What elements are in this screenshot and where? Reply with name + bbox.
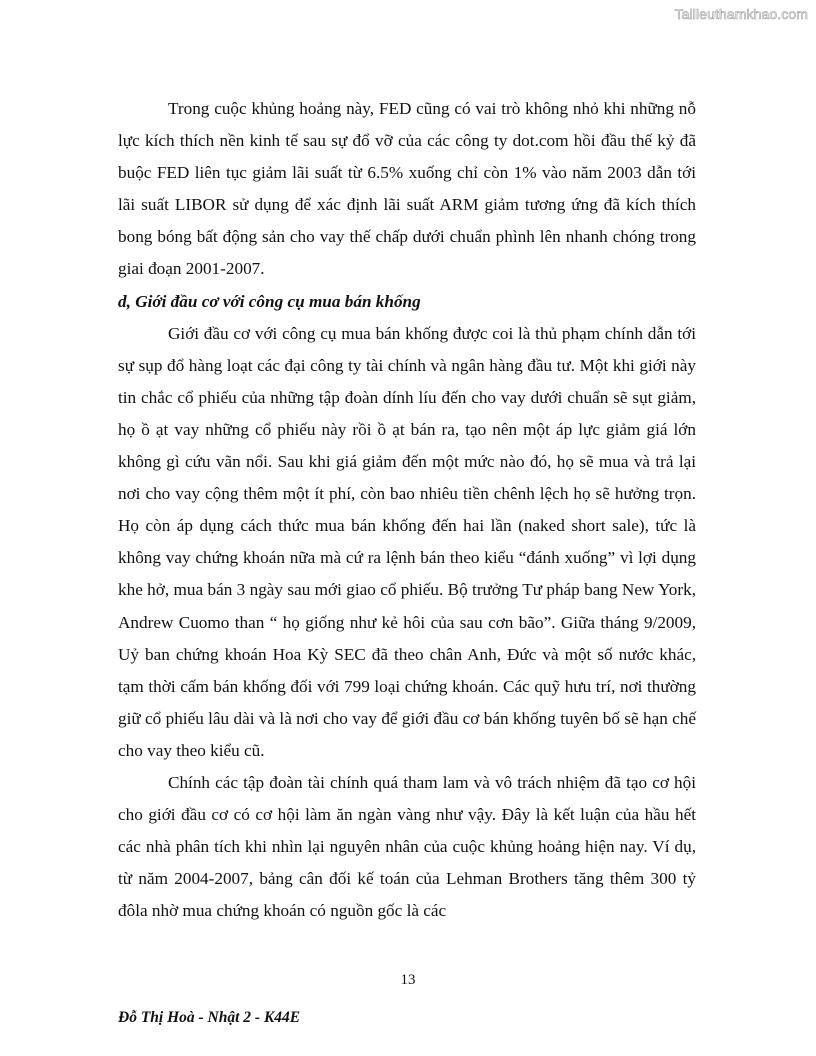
document-body [118,93,696,927]
paragraph-short-selling: Giới đầu cơ với công cụ mua bán khống được coi là thủ phạm chính dẫn tới sự sụp đổ hàng loạt các đại công ty tài chính và ngân hàng đầu tư. Một khi giới này tin chắc cổ phiếu của những tập đoàn dính líu đến cho vay dưới chuẩn sẽ sụt giảm, họ ồ ạt vay những cổ phiếu này rồi ồ ạt bán ra, tạo nên một áp lực giảm giá lớn không gì cứu vãn nổi. Sau khi giá giảm đến một mức nào đó, họ sẽ mua và trả lại nơi cho vay cộng thêm một ít phí, còn bao nhiêu tiền chênh lệch họ sẽ hưởng trọn. Họ còn áp dụng cách thức mua bán khống đến hai lần (naked short sale), tức là không vay chứng khoán nữa mà cứ ra lệnh bán theo kiểu “đánh xuống” vì lợi dụng khe hở, mua bán 3 ngày sau mới giao cổ phiếu. Bộ trưởng Tư pháp bang New York, Andrew Cuomo than “ họ giống như kẻ hôi của sau cơn bão”. Giữa tháng 9/2009, Uỷ ban chứng khoán Hoa Kỳ SEC đã theo chân Anh, Đức và một số nước khác, tạm thời cấm bán khống đối với 799 loại chứng khoán. Các quỹ hưu trí, nơi thường giữ cổ phiếu lâu dài và là nơi cho vay để giới đầu cơ bán khống tuyên bố sẽ hạn chế cho vay theo kiểu cũ. [118,323,696,760]
page-number: 13 [400,972,416,988]
section-heading: d, Giới đầu cơ với công cụ mua bán khống [118,291,421,311]
footer-author: Đỗ Thị Hoà - Nhật 2 - K44E [118,1009,301,1026]
paragraph-financial-groups: Chính các tập đoàn tài chính quá tham lam và vô trách nhiệm đã tạo cơ hội cho giới đầu cơ có cơ hội làm ăn ngàn vàng như vậy. Đây là kết luận của hầu hết các nhà phân tích khi nhìn lại nguyên nhân của cuộc khủng hoảng hiện nay. Ví dụ, từ năm 2004-2007, bảng cân đối kế toán của Lehman Brothers tăng thêm 300 tỷ đôla nhờ mua chứng khoán có nguồn gốc là các [118,772,696,921]
watermark: Tailieuthamkhao.com [674,6,808,22]
paragraph-fed-role: Trong cuộc khủng hoảng này, FED cũng có vai trò không nhỏ khi những nỗ lực kích thích nền kinh tế sau sự đổ vỡ của các công ty dot.com hồi đầu thế kỷ đã buộc FED liên tục giảm lãi suất từ 6.5% xuống chỉ còn 1% vào năm 2003 dẫn tới lãi suất LIBOR sử dụng để xác định lãi suất ARM giảm tương ứng đã kích thích bong bóng bất động sản cho vay thế chấp dưới chuẩn phình lên nhanh chóng trong giai đoạn 2001-2007. [118,99,696,279]
